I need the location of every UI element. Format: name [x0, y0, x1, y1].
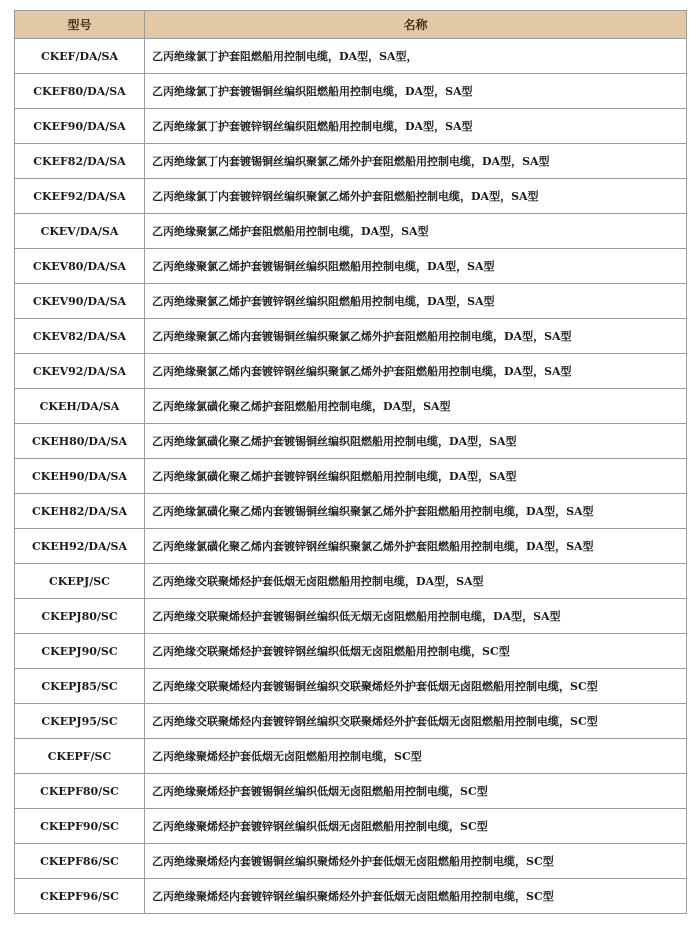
table-row [15, 704, 687, 739]
cell-model: CKEPJ90/SC [15, 634, 145, 669]
cell-name: 乙丙绝缘氯丁护套镀锌钢丝编织阻燃船用控制电缆，DA型，SA型 [145, 109, 687, 144]
cell-name: 乙丙绝缘交联聚烯烃护套镀锡铜丝编织低无烟无卤阻燃船用控制电缆，DA型，SA型 [145, 599, 687, 634]
cell-model: CKEH/DA/SA [15, 389, 145, 424]
table-body [15, 39, 687, 914]
table-row [15, 354, 687, 389]
table-row [15, 634, 687, 669]
cell-name: 乙丙绝缘聚烯烃内套镀锡铜丝编织聚烯烃外护套低烟无卤阻燃船用控制电缆，SC型 [145, 844, 687, 879]
cell-model: CKEF90/DA/SA [15, 109, 145, 144]
cell-model: CKEF80/DA/SA [15, 74, 145, 109]
table-row [15, 529, 687, 564]
cell-model: CKEF/DA/SA [15, 39, 145, 74]
cell-name: 乙丙绝缘聚氯乙烯护套镀锡铜丝编织阻燃船用控制电缆，DA型，SA型 [145, 249, 687, 284]
cell-model: CKEPF86/SC [15, 844, 145, 879]
cell-model: CKEV90/DA/SA [15, 284, 145, 319]
cell-model: CKEV/DA/SA [15, 214, 145, 249]
cell-model: CKEH82/DA/SA [15, 494, 145, 529]
cell-name: 乙丙绝缘聚烯烃护套镀锡铜丝编织低烟无卤阻燃船用控制电缆，SC型 [145, 774, 687, 809]
cell-model: CKEPJ80/SC [15, 599, 145, 634]
cell-name: 乙丙绝缘聚烯烃护套低烟无卤阻燃船用控制电缆，SC型 [145, 739, 687, 774]
cell-name: 乙丙绝缘交联聚烯烃内套镀锡铜丝编织交联聚烯烃外护套低烟无卤阻燃船用控制电缆，SC型 [145, 669, 687, 704]
table-row [15, 844, 687, 879]
cell-name: 乙丙绝缘氯磺化聚乙烯护套镀锡铜丝编织阻燃船用控制电缆，DA型，SA型 [145, 424, 687, 459]
table-row [15, 494, 687, 529]
cell-model: CKEV82/DA/SA [15, 319, 145, 354]
table-row [15, 109, 687, 144]
cell-model: CKEH92/DA/SA [15, 529, 145, 564]
table-row [15, 564, 687, 599]
table-row [15, 599, 687, 634]
cell-model: CKEPJ/SC [15, 564, 145, 599]
table-row [15, 74, 687, 109]
table-row [15, 459, 687, 494]
cell-model: CKEV92/DA/SA [15, 354, 145, 389]
table-header-row [15, 11, 687, 39]
cell-name: 乙丙绝缘氯丁护套镀锡铜丝编织阻燃船用控制电缆，DA型，SA型 [145, 74, 687, 109]
cell-model: CKEF82/DA/SA [15, 144, 145, 179]
cell-model: CKEPJ85/SC [15, 669, 145, 704]
cell-model: CKEV80/DA/SA [15, 249, 145, 284]
table-row [15, 249, 687, 284]
table-row [15, 214, 687, 249]
cell-name: 乙丙绝缘氯磺化聚乙烯内套镀锌钢丝编织聚氯乙烯外护套阻燃船用控制电缆，DA型，SA型 [145, 529, 687, 564]
cell-name: 乙丙绝缘聚氯乙烯内套镀锡铜丝编织聚氯乙烯外护套阻燃船用控制电缆，DA型，SA型 [145, 319, 687, 354]
cell-name: 乙丙绝缘氯丁内套镀锡铜丝编织聚氯乙烯外护套阻燃船用控制电缆，DA型，SA型 [145, 144, 687, 179]
cell-model: CKEF92/DA/SA [15, 179, 145, 214]
cell-name: 乙丙绝缘氯磺化聚乙烯护套镀锌钢丝编织阻燃船用控制电缆，DA型，SA型 [145, 459, 687, 494]
cell-model: CKEPF96/SC [15, 879, 145, 914]
cell-name: 乙丙绝缘聚烯烃内套镀锌钢丝编织聚烯烃外护套低烟无卤阻燃船用控制电缆，SC型 [145, 879, 687, 914]
cell-model: CKEH90/DA/SA [15, 459, 145, 494]
cell-name: 乙丙绝缘交联聚烯烃护套镀锌钢丝编织低烟无卤阻燃船用控制电缆，SC型 [145, 634, 687, 669]
table-row [15, 809, 687, 844]
table-row [15, 389, 687, 424]
cell-name: 乙丙绝缘聚氯乙烯护套镀锌钢丝编织阻燃船用控制电缆，DA型，SA型 [145, 284, 687, 319]
cell-model: CKEPF80/SC [15, 774, 145, 809]
cell-name: 乙丙绝缘氯丁内套镀锌钢丝编织聚氯乙烯外护套阻燃船控制电缆，DA型，SA型 [145, 179, 687, 214]
table-row [15, 144, 687, 179]
cell-name: 乙丙绝缘聚烯烃护套镀锌钢丝编织低烟无卤阻燃船用控制电缆，SC型 [145, 809, 687, 844]
cell-model: CKEPF90/SC [15, 809, 145, 844]
cell-name: 乙丙绝缘交联聚烯烃内套镀锌钢丝编织交联聚烯烃外护套低烟无卤阻燃船用控制电缆，SC型 [145, 704, 687, 739]
cell-name: 乙丙绝缘氯磺化聚乙烯内套镀锡铜丝编织聚氯乙烯外护套阻燃船用控制电缆，DA型，SA型 [145, 494, 687, 529]
cell-model: CKEPF/SC [15, 739, 145, 774]
cell-model: CKEPJ95/SC [15, 704, 145, 739]
table-row [15, 774, 687, 809]
table-row [15, 179, 687, 214]
cell-name: 乙丙绝缘氯磺化聚乙烯护套阻燃船用控制电缆，DA型，SA型 [145, 389, 687, 424]
cell-model: CKEH80/DA/SA [15, 424, 145, 459]
table-row [15, 284, 687, 319]
cell-name: 乙丙绝缘聚氯乙烯内套镀锌钢丝编织聚氯乙烯外护套阻燃船用控制电缆，DA型，SA型 [145, 354, 687, 389]
header-model: 型号 [15, 11, 145, 39]
table-row [15, 879, 687, 914]
cell-name: 乙丙绝缘氯丁护套阻燃船用控制电缆，DA型，SA型， [145, 39, 687, 74]
table-row [15, 319, 687, 354]
table-row [15, 39, 687, 74]
cell-name: 乙丙绝缘聚氯乙烯护套阻燃船用控制电缆，DA型，SA型 [145, 214, 687, 249]
table-row [15, 669, 687, 704]
table-row [15, 739, 687, 774]
cell-name: 乙丙绝缘交联聚烯烃护套低烟无卤阻燃船用控制电缆，DA型，SA型 [145, 564, 687, 599]
header-name: 名称 [145, 11, 687, 39]
cable-spec-table [14, 10, 687, 914]
cable-spec-table-container [14, 10, 686, 914]
table-row [15, 424, 687, 459]
